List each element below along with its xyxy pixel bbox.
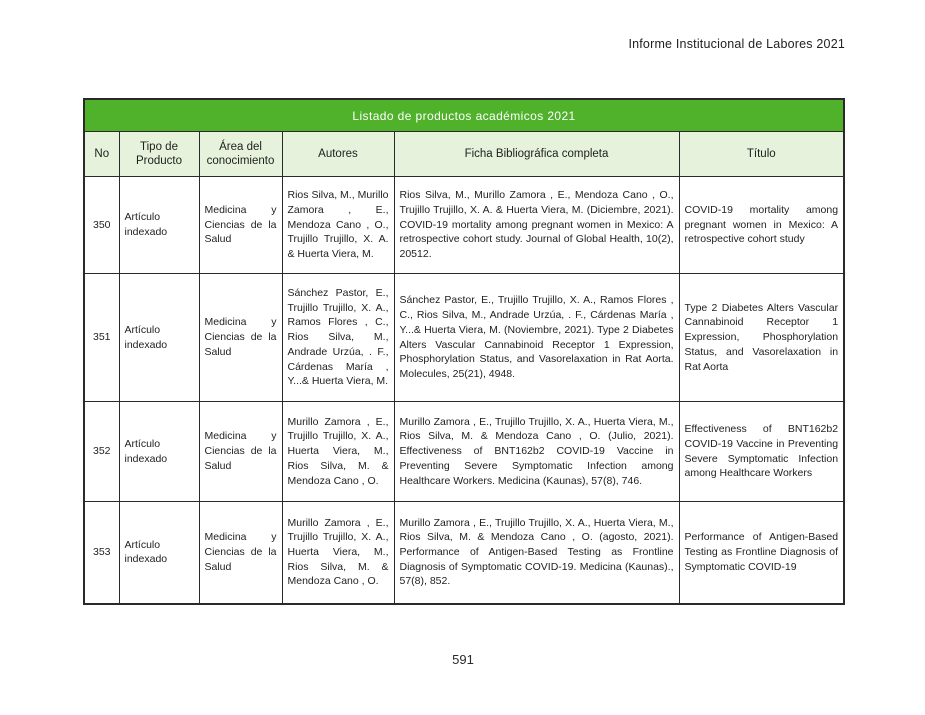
cell-tipo-producto: Artículo indexado [119, 402, 199, 502]
cell-no: 353 [84, 502, 119, 604]
table-header-row [84, 132, 844, 177]
column-header-tipo-de-producto: Tipo de Producto [119, 132, 199, 177]
table-row [84, 502, 844, 604]
cell-tipo-producto: Artículo indexado [119, 274, 199, 402]
table-row [84, 274, 844, 402]
cell-titulo: Type 2 Diabetes Alters Vascular Cannabinoid Receptor 1 Expression, Phosphorylation Status, and Vasorelaxation in Rat Aorta [679, 274, 844, 402]
cell-area-conocimiento: Medicina y Ciencias de la Salud [199, 402, 282, 502]
column-header-autores: Autores [282, 132, 394, 177]
cell-titulo: Performance of Antigen-Based Testing as Frontline Diagnosis of Symptomatic COVID-19 [679, 502, 844, 604]
cell-tipo-producto: Artículo indexado [119, 177, 199, 274]
academic-products-table [83, 98, 845, 605]
cell-ficha-bibliografica: Murillo Zamora , E., Trujillo Trujillo, X. A., Huerta Viera, M., Rios Silva, M. & Mendoza Cano , O. (agosto, 2021). Performance of Antigen-Based Testing as Frontline Diagnosis of Symptomatic COVID-19. Medicina (Kaunas)., 57(8), 852. [394, 502, 679, 604]
cell-area-conocimiento: Medicina y Ciencias de la Salud [199, 274, 282, 402]
page-number: 591 [452, 652, 474, 667]
cell-titulo: COVID-19 mortality among pregnant women in Mexico: A retrospective cohort study [679, 177, 844, 274]
cell-tipo-producto: Artículo indexado [119, 502, 199, 604]
table-title: Listado de productos académicos 2021 [84, 99, 844, 132]
running-header: Informe Institucional de Labores 2021 [628, 37, 845, 51]
column-header-ficha-bibliografica: Ficha Bibliográfica completa [394, 132, 679, 177]
cell-area-conocimiento: Medicina y Ciencias de la Salud [199, 502, 282, 604]
cell-no: 350 [84, 177, 119, 274]
cell-no: 351 [84, 274, 119, 402]
cell-autores: Rios Silva, M., Murillo Zamora , E., Mendoza Cano , O., Trujillo Trujillo, X. A. & Huerta Viera, M. [282, 177, 394, 274]
cell-autores: Murillo Zamora , E., Trujillo Trujillo, X. A., Huerta Viera, M., Rios Silva, M. & Mendoza Cano , O. [282, 402, 394, 502]
cell-autores: Sánchez Pastor, E., Trujillo Trujillo, X. A., Ramos Flores , C., Rios Silva, M., Andrade Urzúa, . F., Cárdenas María , Y...& Huerta Viera, M. [282, 274, 394, 402]
cell-autores: Murillo Zamora , E., Trujillo Trujillo, X. A., Huerta Viera, M., Rios Silva, M. & Mendoza Cano , O. [282, 502, 394, 604]
cell-ficha-bibliografica: Sánchez Pastor, E., Trujillo Trujillo, X. A., Ramos Flores , C., Rios Silva, M., Andrade Urzúa, . F., Cárdenas María , Y...& Huerta Viera, M. (Noviembre, 2021). Type 2 Diabetes Alters Vascular Cannabinoid Receptor 1 Expression, Phosphorylation Status, and Vasorelaxation in Rat Aorta. Molecules, 25(21), 4948. [394, 274, 679, 402]
cell-ficha-bibliografica: Rios Silva, M., Murillo Zamora , E., Mendoza Cano , O., Trujillo Trujillo, X. A. & Huerta Viera, M. (Diciembre, 2021). COVID-19 mortality among pregnant women in Mexico: A retrospective cohort study. Journal of Global Health, 10(2), 20512. [394, 177, 679, 274]
column-header-titulo: Título [679, 132, 844, 177]
column-header-no: No [84, 132, 119, 177]
cell-area-conocimiento: Medicina y Ciencias de la Salud [199, 177, 282, 274]
cell-ficha-bibliografica: Murillo Zamora , E., Trujillo Trujillo, X. A., Huerta Viera, M., Rios Silva, M. & Mendoza Cano , O. (Julio, 2021). Effectiveness of BNT162b2 COVID-19 Vaccine in Preventing Severe Symptomatic Infection among Healthcare Workers. Medicina (Kaunas), 57(8), 746. [394, 402, 679, 502]
table-title-row [84, 99, 844, 132]
table-row [84, 177, 844, 274]
cell-no: 352 [84, 402, 119, 502]
cell-titulo: Effectiveness of BNT162b2 COVID-19 Vaccine in Preventing Severe Symptomatic Infection among Healthcare Workers [679, 402, 844, 502]
table-row [84, 402, 844, 502]
column-header-area-del-conocimiento: Área del conocimiento [199, 132, 282, 177]
